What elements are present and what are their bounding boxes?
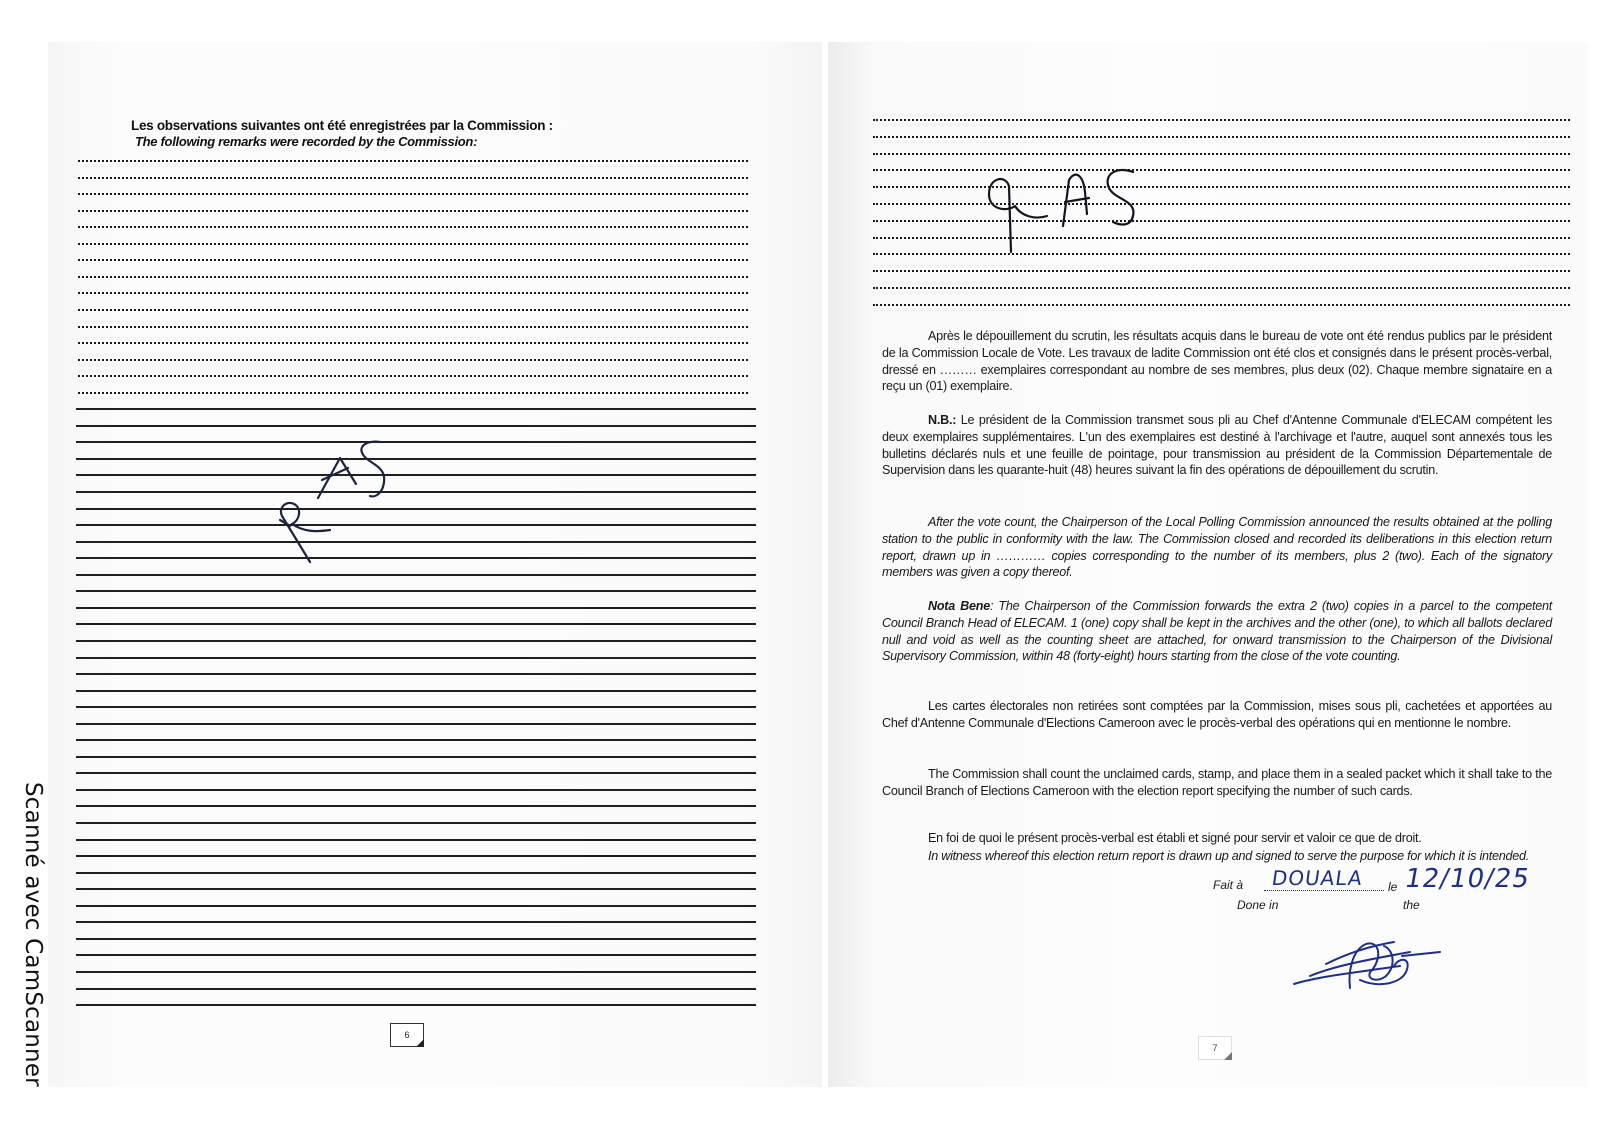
- remark-line: [873, 270, 1570, 272]
- remark-line: [78, 375, 748, 377]
- remark-line: [78, 276, 748, 278]
- remark-line: [76, 855, 756, 857]
- remark-line: [76, 1004, 756, 1006]
- camscanner-watermark: Scanné avec CamScanner: [20, 782, 46, 1087]
- page-number-right: 7: [1198, 1036, 1232, 1060]
- remark-line: [76, 723, 756, 725]
- the-label: the: [1403, 898, 1420, 912]
- handwritten-city: DOUALA: [1270, 866, 1365, 890]
- remark-line: [873, 186, 1570, 188]
- remark-line: [76, 888, 756, 890]
- remark-line: [873, 304, 1570, 306]
- paragraph-cards-en: The Commission shall count the unclaimed cards, stamp, and place them in a sealed packet which it shall take to the Council Branch of Elections Cameroon with the election report specifying the number of such cards.: [882, 767, 1552, 798]
- remark-line: [873, 220, 1570, 222]
- remark-line: [76, 938, 756, 940]
- remark-line: [76, 458, 756, 460]
- remark-line: [76, 789, 756, 791]
- remark-line: [76, 408, 756, 410]
- city-dotted-line: [1264, 890, 1384, 891]
- remark-line: [76, 822, 756, 824]
- remark-line: [76, 524, 756, 526]
- remark-line: [873, 287, 1570, 289]
- remark-line: [873, 237, 1570, 239]
- remark-line: [76, 739, 756, 741]
- paragraph-results-fr: Après le dépouillement du scrutin, les résultats acquis dans le bureau de vote ont été rendus publics par le président de la Commission Locale de Vote. Les travaux de ladite Commission ont été clos et consignés dans le présent procès-verbal, dressé en ……… exemplaires correspondant au nombre de ses membres, plus deux (02). Chaque membre signataire en a reçu un (01) exemplaire.: [882, 329, 1552, 394]
- remark-line: [76, 690, 756, 692]
- paragraph-results-en: After the vote count, the Chairperson of the Local Polling Commission announced the results obtained at the polling station to the public in conformity with the law. The Commission closed and recorded its deliberations in this election return report, drawn up in ………… copies corresponding to the number of its members, plus 2 (two). Each of the signatory members was given a copy thereof.: [882, 515, 1552, 580]
- paragraph-nb-fr: N.B.: Le président de la Commission transmet sous pli au Chef d'Antenne Communale d'ELECAM compétent les deux exemplaires supplémentaires. L'un des exemplaires est destiné à l'archivage et l'autre, auquel sont annexés tous les bulletins déclarés nuls et une feuille de pointage, pour transmission au président de la Commission Départementale de Supervision dans les quarante-huit (48) heures suivant la fin des opérations de dépouillement du scrutin.: [882, 413, 1552, 478]
- remark-line: [76, 805, 756, 807]
- remark-line: [76, 541, 756, 543]
- fait-a-label: Fait à: [1213, 878, 1244, 892]
- paragraph-nota-bene-en: Nota Bene: The Chairperson of the Commission forwards the extra 2 (two) copies in a parcel to the competent Council Branch Head of ELECAM. 1 (one) copy shall be kept in the archives and the other (one), to which all ballots declared null and void as well as the counting sheet are attached, for onward transmission to the Chairperson of the Divisional Supervisory Commission, within 48 (forty-eight) hours starting from the close of the vote counting.: [882, 599, 1552, 664]
- remark-line: [76, 623, 756, 625]
- remark-line: [78, 309, 748, 311]
- remark-line: [76, 441, 756, 443]
- remark-line: [78, 359, 748, 361]
- remark-line: [76, 706, 756, 708]
- remark-line: [76, 474, 756, 476]
- remark-line: [76, 772, 756, 774]
- remark-line: [76, 607, 756, 609]
- remark-line: [76, 905, 756, 907]
- remark-line: [78, 160, 748, 162]
- remark-line: [76, 673, 756, 675]
- remark-line: [76, 921, 756, 923]
- remark-line: [78, 177, 748, 179]
- remark-line: [78, 326, 748, 328]
- paragraph-cards-fr: Les cartes électorales non retirées sont comptées par la Commission, mises sous pli, cachetées et apportées au Chef d'Antenne Communale d'Elections Cameroon avec le procès-verbal des opérations qui en mentionne le nombre.: [882, 699, 1552, 730]
- remark-line: [78, 243, 748, 245]
- remark-line: [78, 342, 748, 344]
- remark-line: [873, 253, 1570, 255]
- remark-line: [76, 425, 756, 427]
- remark-line: [873, 136, 1570, 138]
- remark-line: [78, 193, 748, 195]
- remark-line: [873, 119, 1570, 121]
- remark-line: [76, 657, 756, 659]
- remark-line: [76, 839, 756, 841]
- observations-heading-en: The following remarks were recorded by the Commission:: [135, 134, 478, 149]
- remark-line: [873, 203, 1570, 205]
- remark-line: [76, 971, 756, 973]
- remark-line: [78, 226, 748, 228]
- remark-line: [76, 756, 756, 758]
- le-label: le: [1388, 880, 1398, 894]
- remark-line: [76, 491, 756, 493]
- remark-line: [76, 590, 756, 592]
- left-page: [48, 42, 822, 1087]
- remark-line: [78, 392, 748, 394]
- remark-line: [76, 557, 756, 559]
- remark-line: [873, 169, 1570, 171]
- remark-line: [76, 640, 756, 642]
- paragraph-witness-fr: En foi de quoi le présent procès-verbal est établi et signé pour servir et valoir ce que de droit.: [928, 831, 1422, 845]
- observations-heading-fr: Les observations suivantes ont été enregistrées par la Commission :: [131, 118, 553, 133]
- remark-line: [76, 988, 756, 990]
- page-number-left: 6: [390, 1023, 424, 1047]
- remark-line: [76, 508, 756, 510]
- paragraph-witness-en: In witness whereof this election return report is drawn up and signed to serve the purpose for which it is intended.: [928, 849, 1530, 863]
- done-in-label: Done in: [1237, 898, 1279, 912]
- remark-line: [78, 259, 748, 261]
- remark-line: [78, 210, 748, 212]
- remark-line: [78, 292, 748, 294]
- handwritten-date: 12/10/25: [1402, 864, 1533, 894]
- remark-line: [76, 574, 756, 576]
- remark-line: [76, 954, 756, 956]
- remark-line: [76, 872, 756, 874]
- remark-line: [873, 153, 1570, 155]
